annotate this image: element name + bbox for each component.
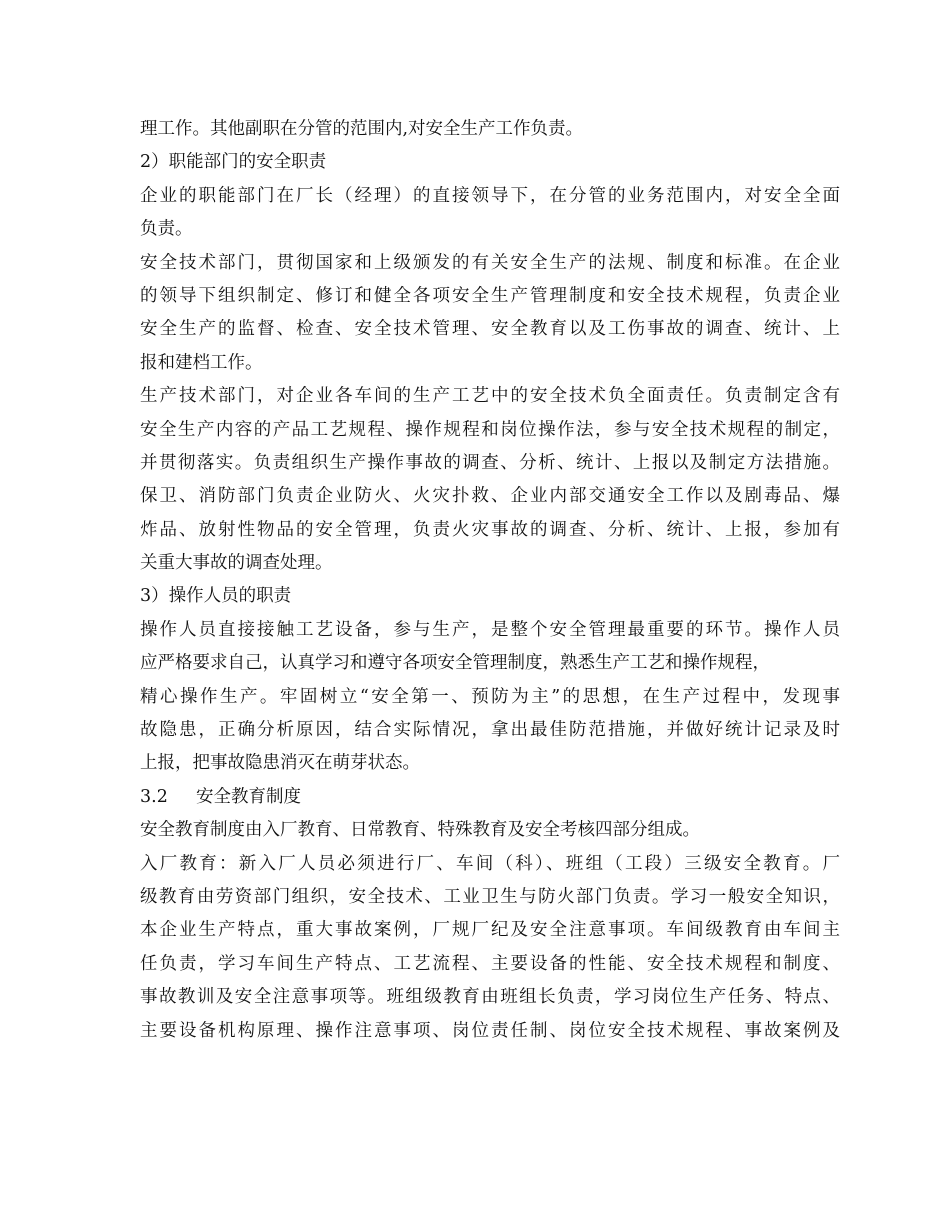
text-line: 的领导下组织制定、修订和健全各项安全生产管理制度和安全技术规程，负责企业 [140,285,840,306]
text-line: 任负责，学习车间生产特点、工艺流程、主要设备的性能、安全技术规程和制度、 [140,953,840,974]
text-line: 安全生产内容的产品工艺规程、操作规程和岗位操作法，参与安全技术规程的制定， [140,419,840,440]
text-line: 事故教训及安全注意事项等。班组级教育由班组长负责，学习岗位生产任务、特点、 [140,987,840,1008]
text-line: 炸品、放射性物品的安全管理，负责火灾事故的调查、分析、统计、上报，参加有 [140,519,840,540]
text-line: 精心操作生产。牢固树立“安全第一、预防为主”的思想，在生产过程中，发现事 [140,686,840,707]
text-line: 上报，把事故隐患消灭在萌芽状态。 [140,753,420,774]
text-line: 入厂教育：新入厂人员必须进行厂、车间（科）、班组（工段）三级安全教育。厂 [140,853,840,874]
text-line: 负责。 [140,219,193,240]
text-line: 本企业生产特点，重大事故案例，厂规厂纪及安全注意事项。车间级教育由车间主 [140,920,840,941]
document-body [140,113,840,1048]
text-line: 安全技术部门，贯彻国家和上级颁发的有关安全生产的法规、制度和标准。在企业 [140,252,840,273]
text-line: 安全教育制度由入厂教育、日常教育、特殊教育及安全考核四部分组成。 [140,820,700,841]
section-title: 安全教育制度 [196,786,301,807]
text-line: 报和建档工作。 [140,352,263,373]
text-line: 操作人员直接接触工艺设备，参与生产，是整个安全管理最重要的环节。操作人员 [140,619,840,640]
text-line: 关重大事故的调查处理。 [140,553,333,574]
text-line: 生产技术部门，对企业各车间的生产工艺中的安全技术负全面责任。负责制定含有 [140,386,840,407]
text-line: 级教育由劳资部门组织，安全技术、工业卫生与防火部门负责。学习一般安全知识， [140,886,840,907]
text-line: 并贯彻落实。负责组织生产操作事故的调查、分析、统计、上报以及制定方法措施。 [140,452,840,473]
text-line: 理工作。其他副职在分管的范围内,对安全生产工作负责。 [140,119,584,139]
section-number: 3.2 [140,786,168,807]
text-line: 企业的职能部门在厂长（经理）的直接领导下，在分管的业务范围内，对安全全面 [140,185,840,206]
text-line: 安全生产的监督、检查、安全技术管理、安全教育以及工伤事故的调查、统计、上 [140,319,840,340]
section-heading [140,781,840,814]
text-line: 故隐患，正确分析原因，结合实际情况，拿出最佳防范措施，并做好统计记录及时 [140,720,840,741]
subsection-heading: 2）职能部门的安全职责 [140,152,327,173]
subsection-heading: 3）操作人员的职责 [140,586,292,607]
text-line: 应严格要求自己，认真学习和遵守各项安全管理制度，熟悉生产工艺和操作规程， [140,653,770,674]
text-line: 保卫、消防部门负责企业防火、火灾扑救、企业内部交通安全工作以及剧毒品、爆 [140,486,840,507]
text-line: 主要设备机构原理、操作注意事项、岗位责任制、岗位安全技术规程、事故案例及 [140,1020,840,1041]
